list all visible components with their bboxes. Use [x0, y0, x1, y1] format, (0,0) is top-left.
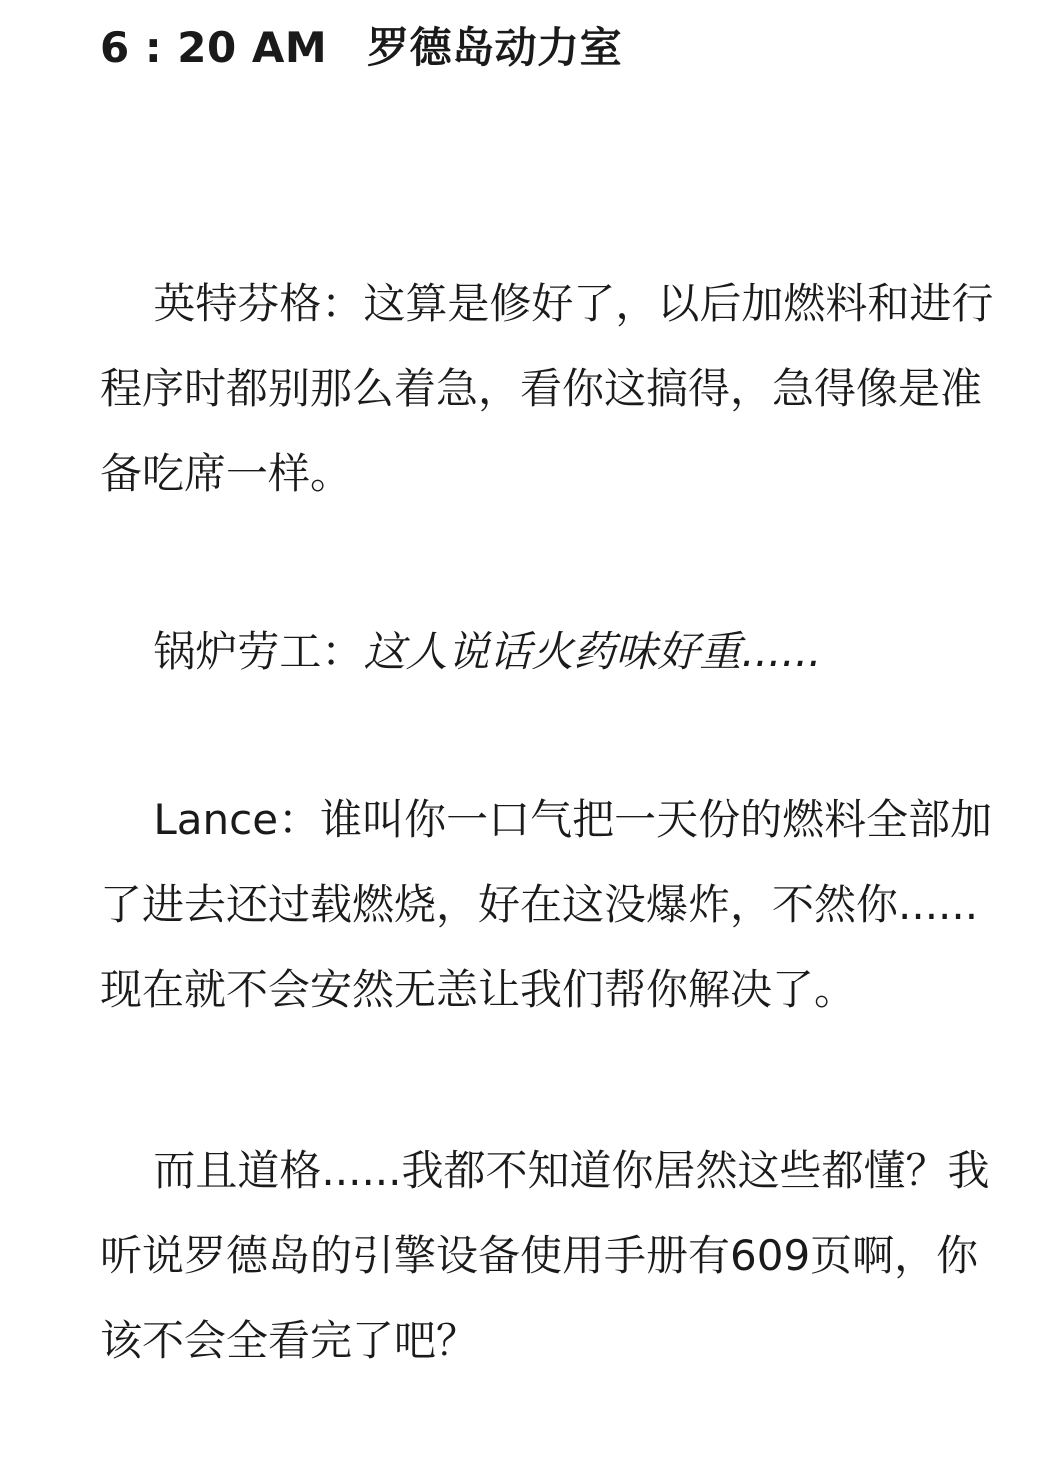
scene-heading	[100, 16, 622, 80]
scene-location: 罗德岛动力室	[367, 23, 623, 72]
speaker-name: 锅炉劳工：	[153, 627, 364, 676]
scene-time: 6 : 20 AM	[100, 23, 328, 72]
speaker-name: Lance：	[153, 795, 321, 844]
dialogue-text: 谁叫你一口气把一天份的燃料全部加了进去还过载燃烧，好在这没爆炸，不然你......现在就不会安然无恙让我们帮你解决了。	[100, 795, 993, 1014]
dialogue-text: 而且道格......我都不知道你居然这些都懂？我听说罗德岛的引擎设备使用手册有609页啊，你该不会全看完了吧？	[100, 1146, 990, 1365]
dialogue-line-4	[74, 1043, 1020, 1468]
dialogue-text: 这人说话火药味好重......	[363, 627, 822, 676]
speaker-name: 英特芬格：	[153, 279, 364, 328]
dialogue-text: 这算是修好了，以后加燃料和进行程序时都别那么着急，看你这搞得，急得像是准备吃席一样。	[100, 279, 994, 498]
